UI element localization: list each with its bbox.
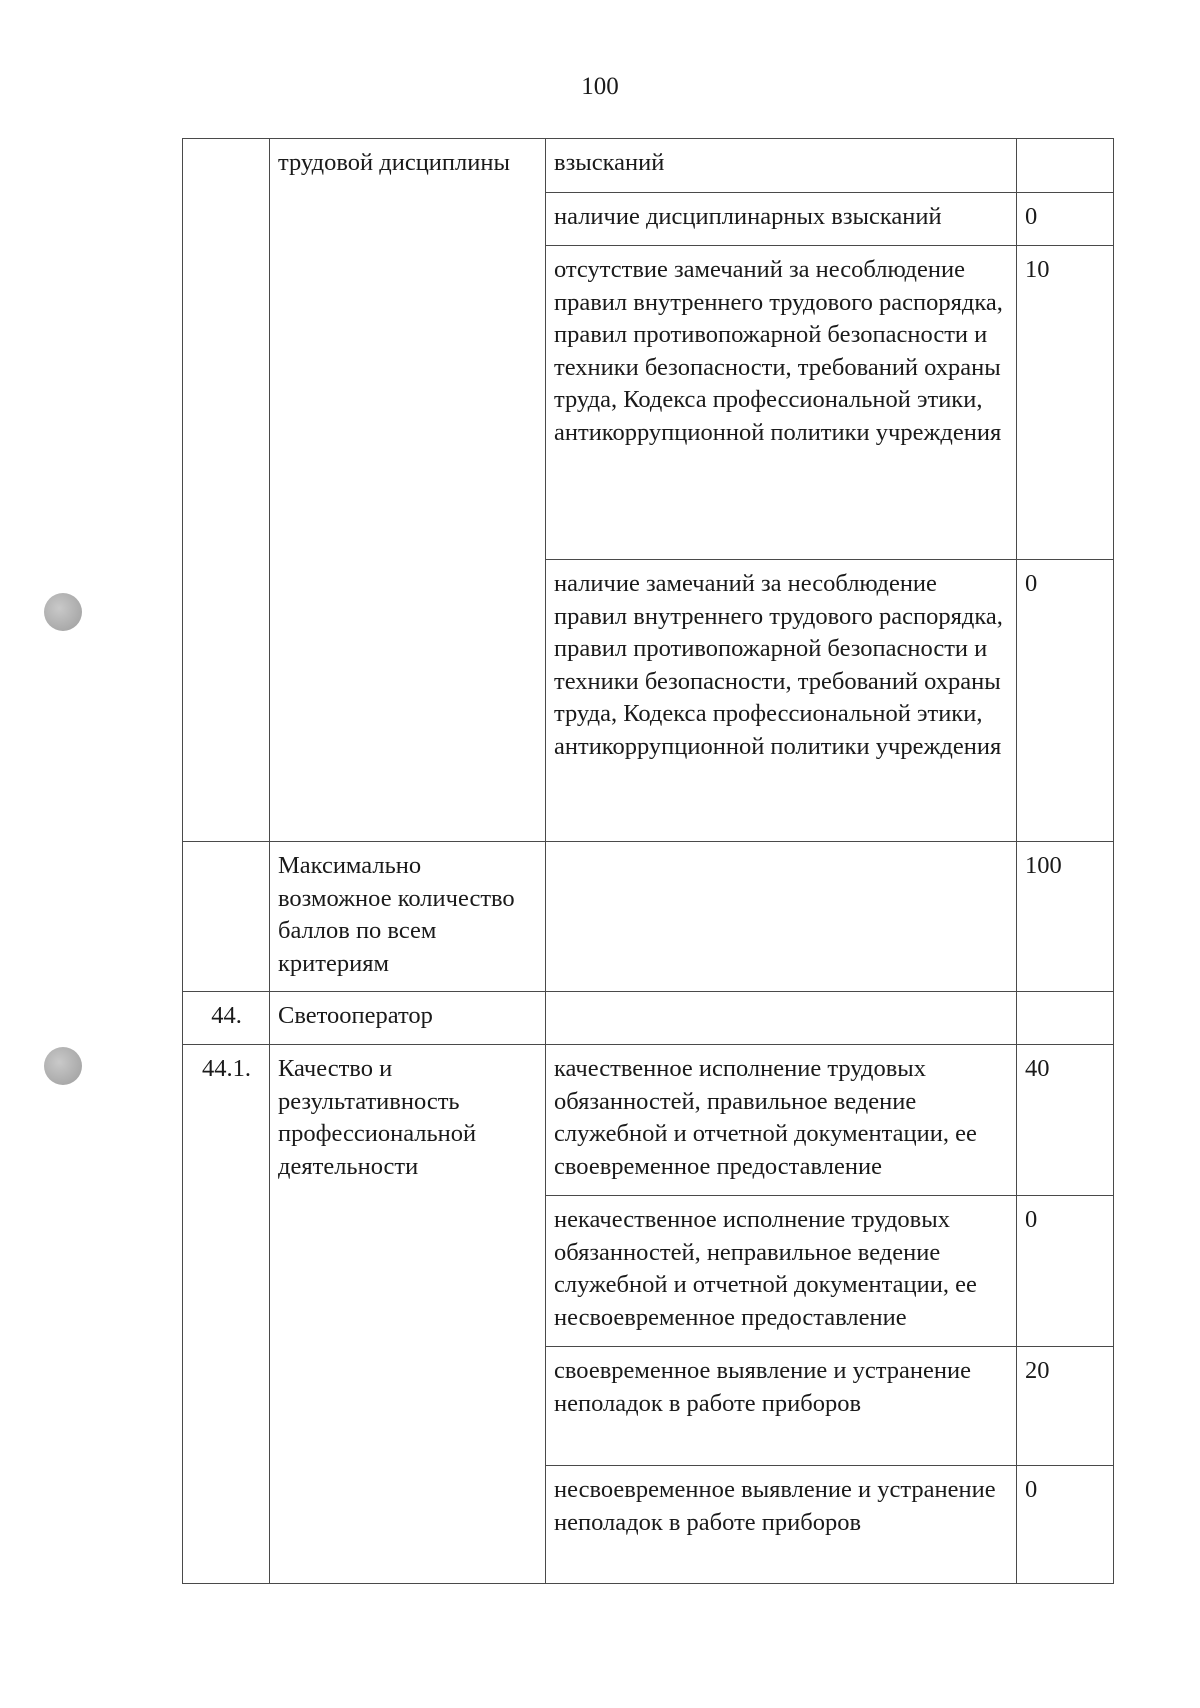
indicator-cell: своевременное выявление и устранение неполадок в работе приборов bbox=[546, 1347, 1017, 1466]
table-row bbox=[183, 842, 1114, 992]
row-number-cell bbox=[183, 842, 270, 992]
criterion-cell: Максимально возможное количество баллов по всем критериям bbox=[270, 842, 546, 992]
indicator-cell: несвоевременное выявление и устранение неполадок в работе приборов bbox=[546, 1466, 1017, 1584]
page-number: 100 bbox=[581, 73, 619, 100]
indicator-cell bbox=[546, 842, 1017, 992]
punch-hole bbox=[44, 1047, 82, 1085]
criterion-cell: Светооператор bbox=[270, 992, 546, 1045]
indicator-cell: некачественное исполнение трудовых обязанностей, неправильное ведение служебной и отчетной документации, ее несвоевременное предоставление bbox=[546, 1196, 1017, 1347]
points-cell: 20 bbox=[1017, 1347, 1114, 1466]
punch-hole bbox=[44, 593, 82, 631]
points-cell: 40 bbox=[1017, 1045, 1114, 1196]
indicator-cell: наличие дисциплинарных взысканий bbox=[546, 193, 1017, 246]
points-cell: 10 bbox=[1017, 246, 1114, 560]
indicator-cell: отсутствие замечаний за несоблюдение правил внутреннего трудового распорядка, правил противопожарной безопасности и техники безопасности, требований охраны труда, Кодекса профессиональной этики, антикоррупционной политики учреждения bbox=[546, 246, 1017, 560]
indicator-cell: взысканий bbox=[546, 139, 1017, 193]
points-cell: 100 bbox=[1017, 842, 1114, 992]
points-cell bbox=[1017, 139, 1114, 193]
indicator-cell: наличие замечаний за несоблюдение правил внутреннего трудового распорядка, правил противопожарной безопасности и техники безопасности, требований охраны труда, Кодекса профессиональной этики, антикоррупционной политики учреждения bbox=[546, 560, 1017, 842]
points-cell bbox=[1017, 992, 1114, 1045]
row-number-cell bbox=[183, 139, 270, 842]
table-row bbox=[183, 139, 1114, 193]
points-cell: 0 bbox=[1017, 193, 1114, 246]
row-number-cell: 44. bbox=[183, 992, 270, 1045]
criterion-cell: трудовой дисциплины bbox=[270, 139, 546, 842]
points-cell: 0 bbox=[1017, 1466, 1114, 1584]
table-row bbox=[183, 992, 1114, 1045]
criterion-cell: Качество и результативность профессиональной деятельности bbox=[270, 1045, 546, 1584]
criteria-table bbox=[182, 138, 1114, 1584]
points-cell: 0 bbox=[1017, 1196, 1114, 1347]
indicator-cell: качественное исполнение трудовых обязанностей, правильное ведение служебной и отчетной документации, ее своевременное предоставление bbox=[546, 1045, 1017, 1196]
points-cell: 0 bbox=[1017, 560, 1114, 842]
indicator-cell bbox=[546, 992, 1017, 1045]
row-number-cell: 44.1. bbox=[183, 1045, 270, 1584]
table-row bbox=[183, 1045, 1114, 1196]
